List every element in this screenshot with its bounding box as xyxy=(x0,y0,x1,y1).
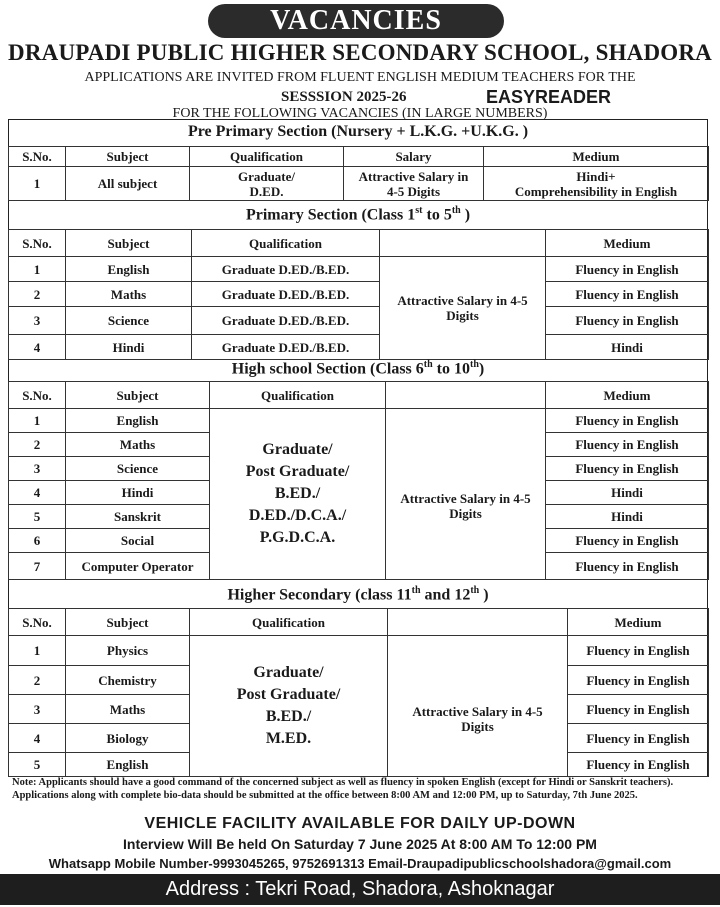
cell-medium: Hindi xyxy=(546,481,709,505)
salary-line: Digits xyxy=(461,719,494,734)
cell-subject: English xyxy=(66,753,190,777)
col-medium: Medium xyxy=(568,609,709,636)
qual-line: P.G.D.C.A. xyxy=(259,529,336,546)
col-qualification: Qualification xyxy=(192,230,380,257)
cell-medium: Fluency in English xyxy=(546,409,709,433)
qual-line: Post Graduate/ xyxy=(245,463,350,480)
qual-line: D.ED. xyxy=(249,183,284,199)
cell-salary xyxy=(344,167,484,201)
table-row xyxy=(9,257,709,282)
col-sno: S.No. xyxy=(9,609,66,636)
cell-medium: Fluency in English xyxy=(546,257,709,282)
cell-subject: Hindi xyxy=(66,481,210,505)
cell-subject: Maths xyxy=(66,695,190,724)
cell-sno: 1 xyxy=(9,409,66,433)
cell-medium: Fluency in English xyxy=(568,753,709,777)
cell-qualification: Graduate D.ED./B.ED. xyxy=(192,257,380,282)
salary-line: Digits xyxy=(449,506,482,521)
col-salary-blank xyxy=(380,230,546,257)
cell-medium: Fluency in English xyxy=(546,307,709,335)
qual-line: M.ED. xyxy=(265,730,312,747)
cell-subject: English xyxy=(66,409,210,433)
higher-secondary-table xyxy=(8,608,709,777)
cell-qualification: Graduate D.ED./B.ED. xyxy=(192,335,380,360)
table-row xyxy=(9,307,709,335)
cell-subject: Science xyxy=(66,307,192,335)
cell-sno: 1 xyxy=(9,257,66,282)
col-salary-blank xyxy=(388,609,568,636)
cell-qualification xyxy=(210,409,386,580)
table-row xyxy=(9,167,709,201)
table-row xyxy=(9,282,709,307)
title-sup: st xyxy=(415,205,423,216)
salary-line: Attractive Salary in 4-5 xyxy=(397,293,528,308)
qual-line: Graduate/ xyxy=(262,441,333,458)
salary-line: Attractive Salary in 4-5 xyxy=(400,491,531,506)
cell-qualification: Graduate D.ED./B.ED. xyxy=(192,282,380,307)
high-school-title xyxy=(8,359,708,378)
col-qualification: Qualification xyxy=(190,609,388,636)
col-medium: Medium xyxy=(546,382,709,409)
medium-line: Comprehensibility in English xyxy=(514,183,678,199)
cell-subject: Computer Operator xyxy=(66,553,210,580)
cell-sno: 1 xyxy=(9,636,66,666)
cell-subject: All subject xyxy=(66,167,190,201)
cell-salary xyxy=(386,409,546,580)
intro-line-1: APPLICATIONS ARE INVITED FROM FLUENT ENGLISH MEDIUM TEACHERS FOR THE xyxy=(84,70,636,85)
cell-sno: 1 xyxy=(9,167,66,201)
title-part: Primary Section (Class 1 xyxy=(245,206,416,224)
cell-medium: Fluency in English xyxy=(568,636,709,666)
cell-sno: 3 xyxy=(9,695,66,724)
cell-salary xyxy=(388,636,568,777)
title-part: High school Section (Class 6 xyxy=(231,360,424,378)
high-school-table xyxy=(8,381,709,580)
pre-primary-table xyxy=(8,146,709,201)
cell-medium: Fluency in English xyxy=(568,695,709,724)
qual-line: B.ED./ xyxy=(274,485,321,502)
cell-sno: 2 xyxy=(9,282,66,307)
cell-sno: 7 xyxy=(9,553,66,580)
cell-subject: English xyxy=(66,257,192,282)
title-part: ) xyxy=(479,586,489,604)
col-subject: Subject xyxy=(66,382,210,409)
col-salary: Salary xyxy=(344,147,484,167)
salary-line: Digits xyxy=(446,308,479,323)
cell-sno: 5 xyxy=(9,505,66,529)
medium-line: Hindi+ xyxy=(576,168,616,184)
title-part: to 10 xyxy=(432,360,470,378)
qual-line: D.ED./D.C.A./ xyxy=(248,507,347,524)
address-bar: Address : Tekri Road, Shadora, Ashoknagar xyxy=(0,874,720,905)
cell-sno: 6 xyxy=(9,529,66,553)
title-sup: th xyxy=(411,585,421,596)
qual-line: Graduate/ xyxy=(237,168,296,184)
cell-sno: 4 xyxy=(9,335,66,360)
cell-sno: 4 xyxy=(9,481,66,505)
vehicle-facility: VEHICLE FACILITY AVAILABLE FOR DAILY UP-DOWN xyxy=(144,815,576,832)
col-qualification: Qualification xyxy=(190,147,344,167)
cell-medium: Hindi xyxy=(546,335,709,360)
cell-medium: Fluency in English xyxy=(568,666,709,695)
cell-medium: Hindi xyxy=(546,505,709,529)
col-qualification: Qualification xyxy=(210,382,386,409)
cell-medium: Fluency in English xyxy=(546,457,709,481)
cell-salary xyxy=(380,257,546,360)
title-sup: th xyxy=(470,585,480,596)
salary-line: Attractive Salary in xyxy=(358,168,469,184)
cell-medium xyxy=(484,167,709,201)
col-sno: S.No. xyxy=(9,230,66,257)
table-row xyxy=(9,636,709,666)
qual-line: Post Graduate/ xyxy=(236,686,341,703)
primary-title xyxy=(8,205,708,224)
session-label: SESSSION 2025-26 xyxy=(281,89,407,105)
col-sno: S.No. xyxy=(9,147,66,167)
cell-sno: 2 xyxy=(9,433,66,457)
watermark-text: EASYREADER xyxy=(486,87,612,107)
title-part: Higher Secondary (class 11 xyxy=(227,586,412,604)
col-subject: Subject xyxy=(66,230,192,257)
col-salary-blank xyxy=(386,382,546,409)
cell-qualification xyxy=(190,167,344,201)
cell-subject: Sanskrit xyxy=(66,505,210,529)
title-part: ) xyxy=(460,206,471,224)
cell-subject: Science xyxy=(66,457,210,481)
cell-sno: 3 xyxy=(9,307,66,335)
cell-medium: Fluency in English xyxy=(546,282,709,307)
title-sup: th xyxy=(423,359,433,370)
cell-sno: 3 xyxy=(9,457,66,481)
cell-qualification: Graduate D.ED./B.ED. xyxy=(192,307,380,335)
pre-primary-title: Pre Primary Section (Nursery + L.K.G. +U.K.G. ) xyxy=(187,123,529,140)
col-subject: Subject xyxy=(66,147,190,167)
primary-table xyxy=(8,229,709,360)
cell-medium: Fluency in English xyxy=(546,433,709,457)
cell-sno: 2 xyxy=(9,666,66,695)
cell-qualification xyxy=(190,636,388,777)
qual-line: B.ED./ xyxy=(265,708,312,725)
applicant-note: Note: Applicants should have a good command of the concerned subject as well as fluency in spoken English (except for Hindi or Sanskrit teachers). Applications along with complete bio-data should be submitted at the office between 8:00 AM and 12:00 PM, up to Saturday, 7th June 2025. xyxy=(12,777,674,801)
col-subject: Subject xyxy=(66,609,190,636)
title-sup: th xyxy=(470,359,479,370)
col-medium: Medium xyxy=(546,230,709,257)
salary-line: Attractive Salary in 4-5 xyxy=(412,704,543,719)
table-row xyxy=(9,335,709,360)
cell-subject: Physics xyxy=(66,636,190,666)
cell-medium: Fluency in English xyxy=(546,553,709,580)
school-name: DRAUPADI PUBLIC HIGHER SECONDARY SCHOOL, SHADORA xyxy=(8,40,712,65)
cell-subject: Maths xyxy=(66,282,192,307)
interview-info: Interview Will Be held On Saturday 7 June 2025 At 8:00 AM To 12:00 PM xyxy=(123,836,597,852)
col-sno: S.No. xyxy=(9,382,66,409)
col-medium: Medium xyxy=(484,147,709,167)
title-part: to 5 xyxy=(422,206,452,224)
contact-info: Whatsapp Mobile Number-9993045265, 9752691313 Email-Draupadipublicschoolshadora@gmail.com xyxy=(48,856,672,871)
qual-line: Graduate/ xyxy=(253,664,324,681)
title-sup: th xyxy=(451,205,461,216)
cell-subject: Chemistry xyxy=(66,666,190,695)
table-row xyxy=(9,409,709,433)
cell-subject: Hindi xyxy=(66,335,192,360)
higher-secondary-title xyxy=(8,585,708,604)
cell-subject: Social xyxy=(66,529,210,553)
title-part: and 12 xyxy=(420,586,471,604)
cell-sno: 5 xyxy=(9,753,66,777)
cell-sno: 4 xyxy=(9,724,66,753)
salary-line: 4-5 Digits xyxy=(386,183,441,199)
cell-subject: Maths xyxy=(66,433,210,457)
title-part: ) xyxy=(478,360,485,378)
intro-line-2: FOR THE FOLLOWING VACANCIES (IN LARGE NUMBERS) xyxy=(172,106,548,121)
cell-subject: Biology xyxy=(66,724,190,753)
cell-medium: Fluency in English xyxy=(546,529,709,553)
vacancies-banner: VACANCIES xyxy=(208,4,504,38)
cell-medium: Fluency in English xyxy=(568,724,709,753)
